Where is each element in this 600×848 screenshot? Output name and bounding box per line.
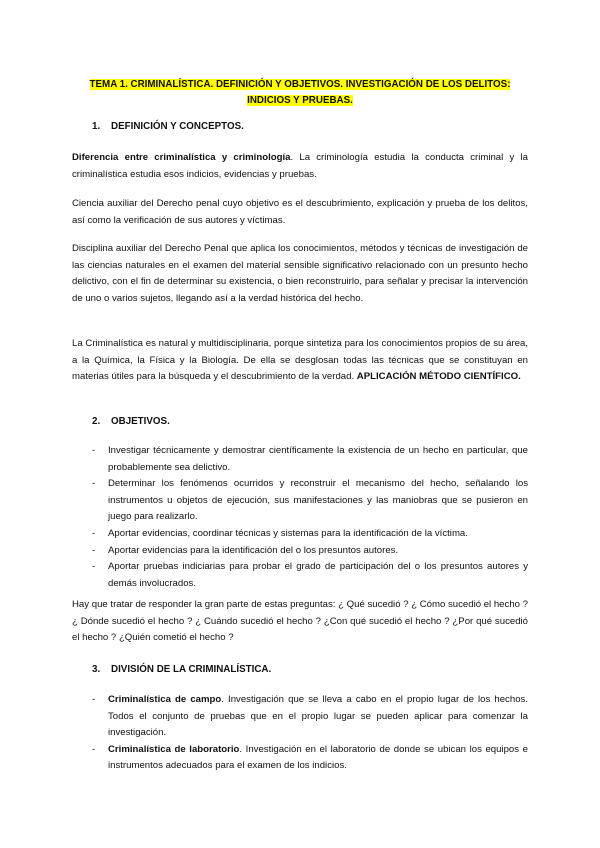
list-item-text: Investigar técnicamente y demostrar científicamente la existencia de un hecho en particular, que probablemente sea delictivo. [108, 445, 528, 473]
bullet-dash: - [92, 478, 96, 490]
paragraph-text: La Criminalística es natural y multidisciplinaria, porque sintetiza para los conocimientos propios de su área, a la Química, la Física y la Biología. De ella se desglosan todas las técnicas que se constituyan en materias útiles para la búsqueda y el descubrimiento de la verdad. [72, 338, 528, 383]
bullet-dash: - [92, 694, 96, 705]
paragraph-diferencia [72, 150, 528, 183]
list-item-term: Criminalística de laboratorio [108, 743, 240, 755]
section-heading-2 [92, 414, 170, 430]
section-heading-1 [92, 119, 244, 135]
list-item [92, 476, 528, 526]
objetivos-list [92, 443, 528, 592]
paragraph-ciencia-auxiliar: Ciencia auxiliar del Derecho penal cuyo objetivo es el descubrimiento, explicación y prueba de los delitos, así como la verificación de sus autores y víctimas. [72, 198, 528, 226]
section-title: DEFINICIÓN Y CONCEPTOS. [111, 121, 244, 132]
list-item-text: . Investigación que se lleva a cabo en el propio lugar de los hechos. Todos el conjunto de pruebas que en el propio lugar se pueden aplicar para comenzar la investigación. [108, 694, 528, 739]
list-item-text: Aportar pruebas indiciarias para probar el grado de participación del o los presuntos autores y demás involucrados. [108, 561, 528, 589]
bullet-dash: - [92, 544, 96, 556]
bullet-dash: - [92, 743, 96, 755]
list-item-term: Criminalística de campo [108, 694, 222, 705]
list-item-text: Determinar los fenómenos ocurridos y reconstruir el mecanismo del hecho, señalando los instrumentos u objetos de ejecución, sus manifestaciones y las maniobras que se pusieron en juego para realizarlo. [108, 478, 528, 523]
division-list [92, 692, 528, 775]
section-title: OBJETIVOS. [111, 416, 170, 427]
paragraph-disciplina-auxiliar: Disciplina auxiliar del Derecho Penal que aplica los conocimientos, métodos y técnicas de investigación de las ciencias naturales en el examen del material sensible significativo relacionado con un presunto hecho delictivo, con el fin de determinar su existencia, o bien reconstruirlo, para señalar y precisar la intervención de uno o varios sujetos, llegando así a la verdad histórica del hecho. [72, 243, 528, 304]
paragraph-naturaleza [72, 336, 528, 386]
bullet-dash: - [92, 561, 96, 573]
list-item-text: Aportar evidencias, coordinar técnicas y sistemas para la identificación de la víctima. [108, 527, 468, 539]
section-number: 2. [92, 416, 101, 427]
title-highlight: TEMA 1. CRIMINALÍSTICA. DEFINICIÓN Y OBJETIVOS. INVESTIGACIÓN DE LOS DELITOS: INDICIOS Y PRUEBAS. [89, 79, 511, 107]
section-heading-3 [92, 662, 271, 678]
list-item [92, 543, 528, 560]
list-item-text: . Investigación en el laboratorio de donde se ubican los equipos e instrumentos adecuados para el examen de los indicios. [108, 743, 528, 772]
list-item [92, 443, 528, 476]
list-item [92, 742, 528, 775]
list-item [92, 526, 528, 543]
paragraph-text: . La criminología estudia la conducta criminal y la criminalística estudia esos indicios, evidencias y pruebas. [72, 152, 528, 180]
document-title [72, 77, 528, 110]
bullet-dash: - [92, 527, 96, 539]
paragraph-bold-lead: Diferencia entre criminalística y criminología [72, 152, 291, 163]
paragraph-preguntas: Hay que tratar de responder la gran parte de estas preguntas: ¿ Qué sucedió ? ¿ Cómo sucedió el hecho ? ¿ Dónde sucedió el hecho ? ¿ Cuándo sucedió el hecho ? ¿Con qué sucedió el hecho ? ¿Por qué sucedió el hecho ? ¿Quién cometió el hecho ? [72, 599, 528, 644]
section-title: DIVISIÓN DE LA CRIMINALÍSTICA. [111, 664, 272, 675]
bullet-dash: - [92, 445, 96, 456]
list-item [92, 559, 528, 592]
list-item [92, 692, 528, 742]
list-item-text: Aportar evidencias para la identificación del o los presuntos autores. [108, 544, 399, 556]
section-number: 1. [92, 121, 101, 132]
paragraph-bold-tail: APLICACIÓN MÉTODO CIENTÍFICO. [356, 371, 521, 383]
section-number: 3. [92, 664, 101, 675]
